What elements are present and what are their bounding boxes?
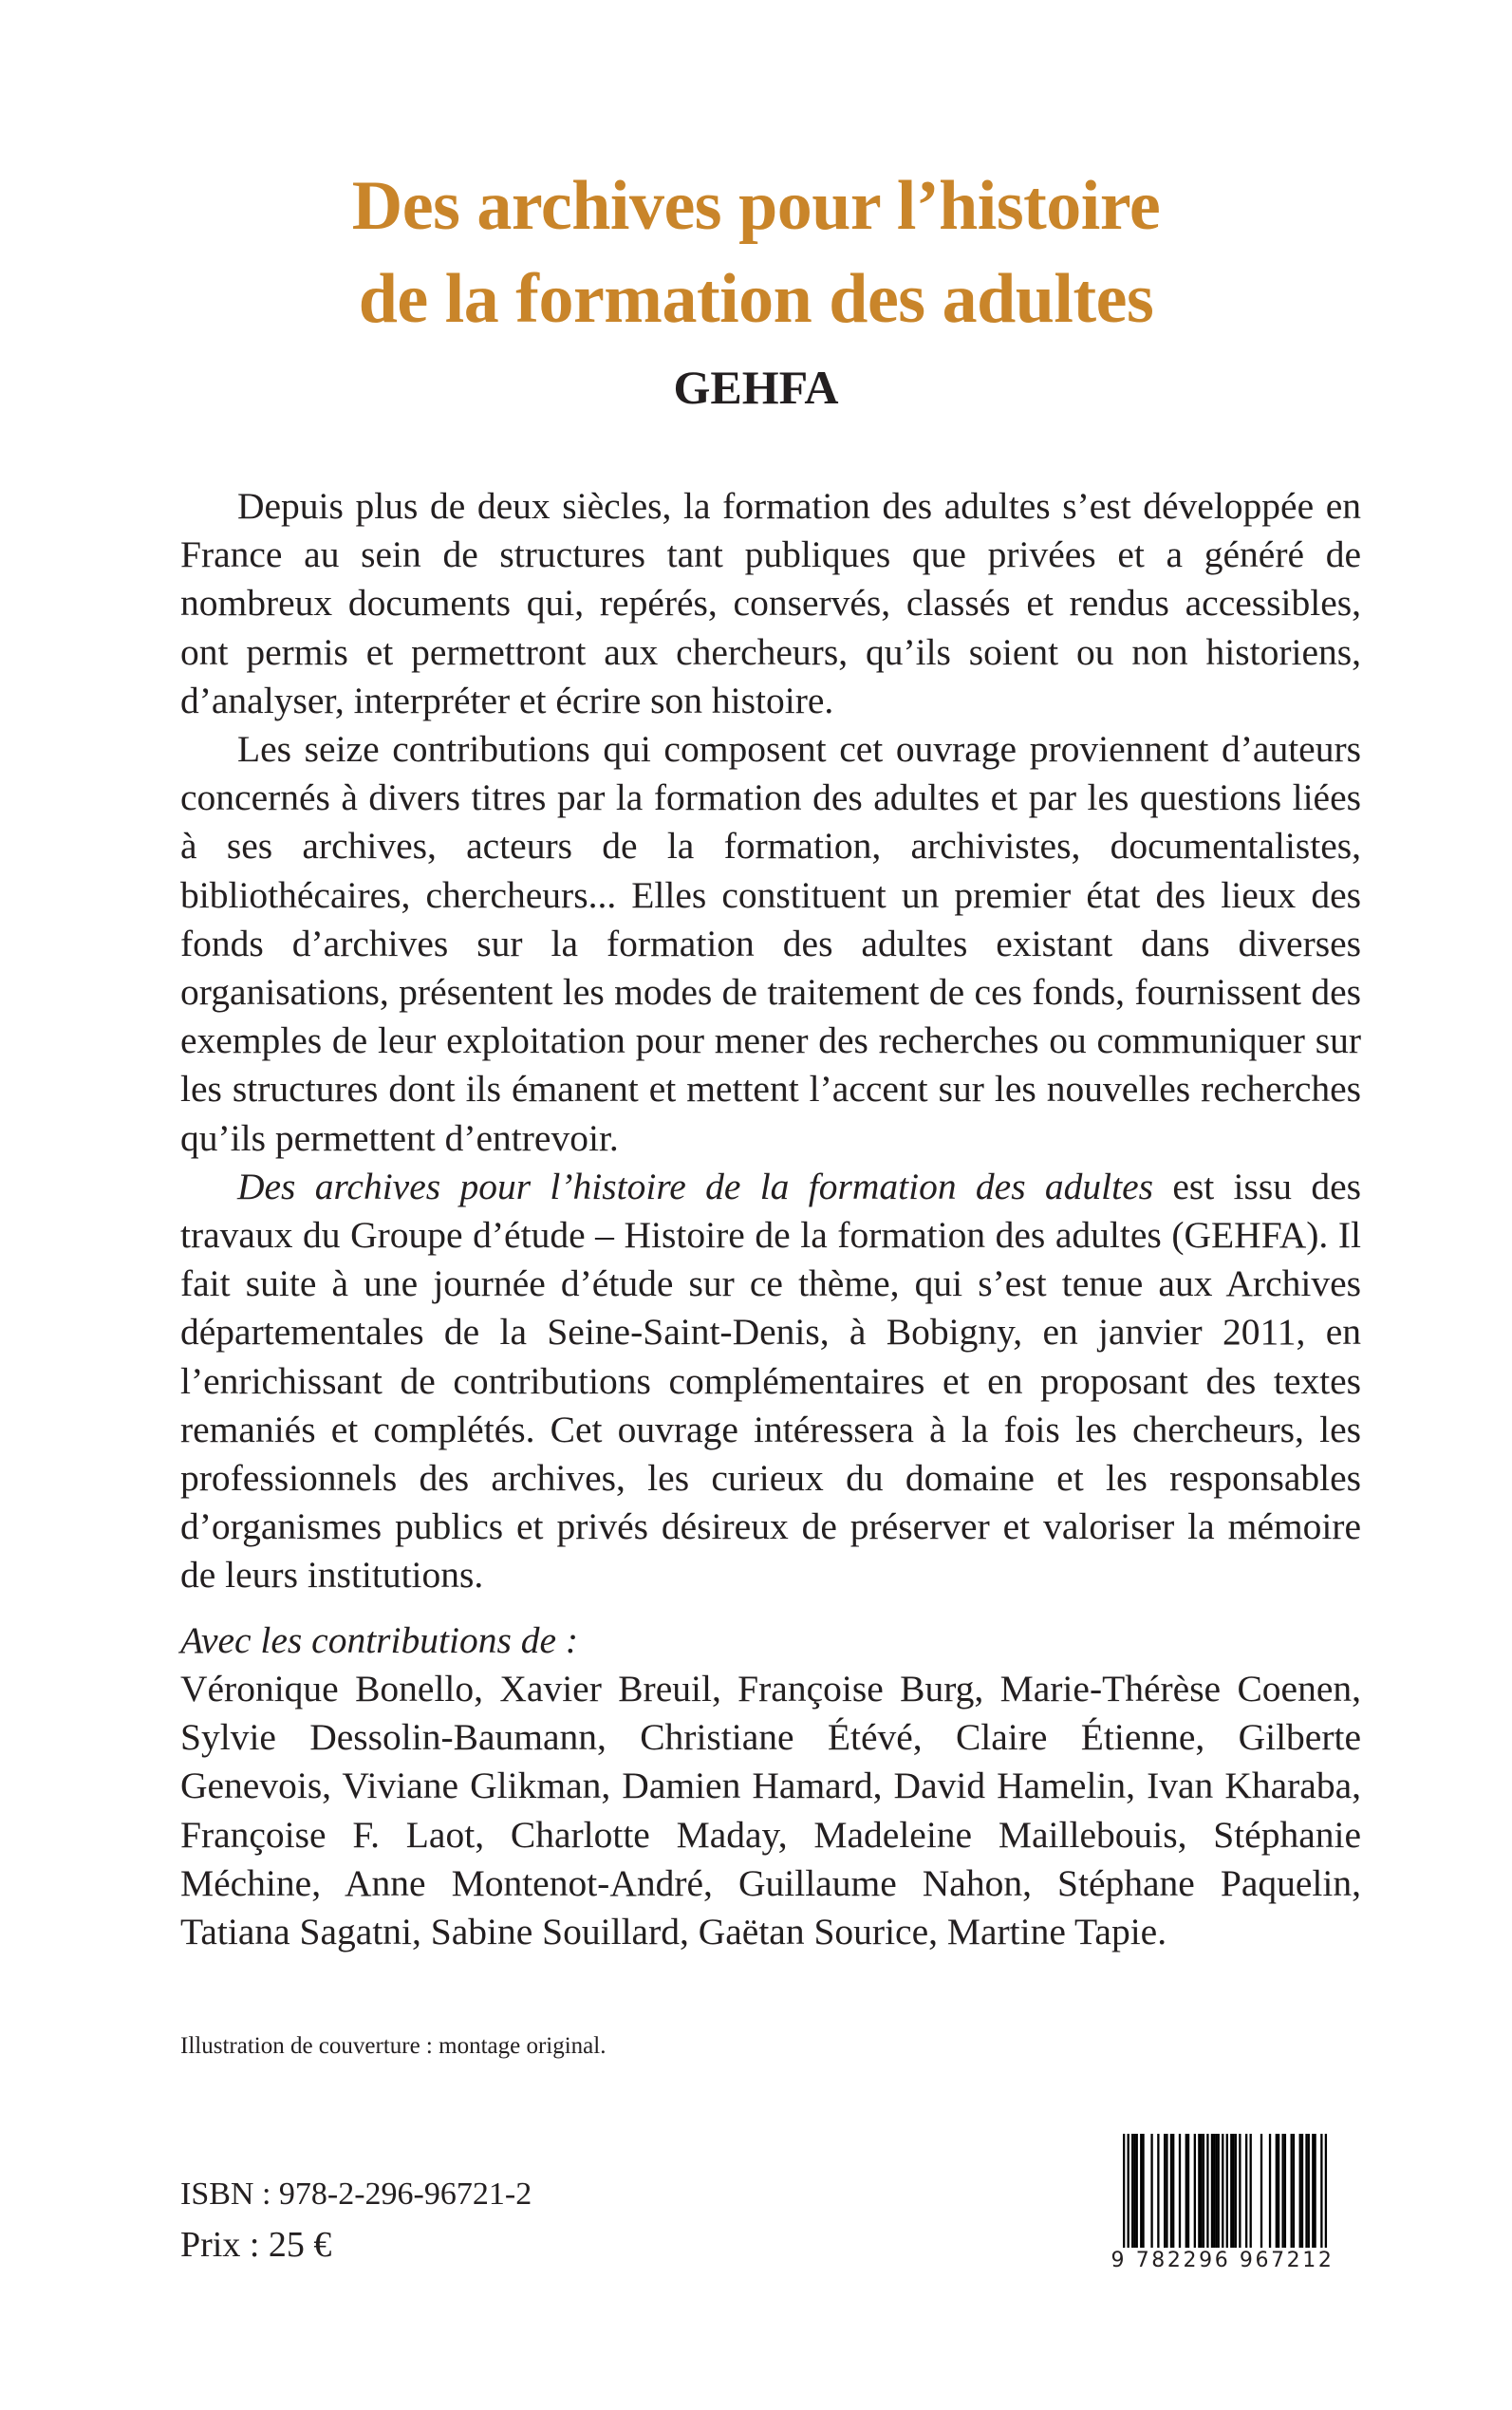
barcode-bar	[1250, 2134, 1252, 2250]
barcode-bar	[1170, 2134, 1172, 2250]
barcode-bar	[1291, 2134, 1293, 2250]
barcode-bar	[1194, 2134, 1196, 2250]
barcode-bar	[1136, 2134, 1138, 2250]
barcode-bar	[1230, 2134, 1232, 2250]
barcode-bar	[1314, 2134, 1316, 2250]
barcode-bar	[1206, 2134, 1208, 2250]
barcode-bar	[1157, 2134, 1159, 2250]
barcode-bar	[1140, 2134, 1142, 2250]
blurb-paragraph-3-text: est issu des travaux du Groupe d’étude – Histoire de la formation des adultes (GEHFA). Il fait suite à une journée d’étude sur ce thème, qui s’est tenue aux Archives départementales de la Seine-Saint-Denis, à Bobigny, en janvier 2011, en l’enrichissant de contributions complémentaires et en proposant des textes remaniés et complétés. Cet ouvrage intéressera à la fois les chercheurs, les professionnels des archives, les curieux du domaine et les responsables d’organismes publics et privés désireux de préserver et valoriser la mémoire de leurs institutions.	[180, 1165, 1362, 1597]
barcode-bar	[1278, 2134, 1279, 2250]
barcode-bar	[1269, 2134, 1271, 2250]
illustration-credit: Illustration de couverture : montage original.	[180, 2033, 607, 2059]
barcode-bar	[1308, 2134, 1310, 2250]
barcode-bar	[1218, 2134, 1220, 2250]
barcode-bar	[1213, 2134, 1215, 2250]
barcode-bar	[1284, 2134, 1286, 2250]
price-label: Prix : 25 €	[180, 2225, 332, 2265]
barcode-bar	[1185, 2134, 1187, 2250]
barcode-bar	[1166, 2134, 1167, 2250]
barcode-bar	[1235, 2134, 1237, 2250]
barcode-bar	[1164, 2134, 1166, 2250]
barcode-bar	[1128, 2134, 1129, 2267]
barcode-bar	[1232, 2134, 1234, 2250]
barcode-bar	[1276, 2134, 1278, 2250]
barcode-bar	[1133, 2134, 1135, 2250]
barcode-bar	[1123, 2134, 1125, 2267]
author-name: GEHFA	[673, 361, 839, 414]
barcode-bar	[1312, 2134, 1314, 2250]
book-title-line-1: Des archives pour l’histoire	[351, 167, 1161, 245]
barcode-bar	[1203, 2134, 1204, 2250]
contributors-heading: Avec les contributions de :	[180, 1619, 579, 1661]
blurb-book-title-italic: Des archives pour l’histoire de la formation des adultes	[237, 1165, 1154, 1207]
barcode-bar	[1131, 2134, 1133, 2250]
barcode-bar	[1215, 2134, 1217, 2250]
barcode-bar	[1211, 2134, 1213, 2250]
blurb-paragraph-2: Les seize contributions qui composent cet ouvrage proviennent d’auteurs concernés à divers titres par la formation des adultes et par les questions liées à ses archives, acteurs de la formation, archivistes, documentalistes, bibliothécaires, chercheurs... Elles constituent un premier état des lieux des fonds d’archives sur la formation des adultes existant dans diverses organisations, présentent les modes de traitement de ces fonds, fournissent des exemples de leur exploitation pour mener des recherches ou communiquer sur les structures dont ils émanent et mettent l’accent sur les nouvelles recherches qu’ils permettent d’entrevoir.	[180, 728, 1361, 1159]
barcode-bar	[1142, 2134, 1144, 2250]
barcode-bar	[1320, 2134, 1322, 2267]
blurb	[180, 482, 1361, 1600]
barcode-bar	[1198, 2134, 1200, 2250]
barcode-bar	[1245, 2134, 1247, 2250]
barcode-bar	[1325, 2134, 1327, 2267]
barcode-bar	[1187, 2134, 1189, 2250]
barcode-bar	[1293, 2134, 1295, 2250]
barcode-bar	[1301, 2134, 1303, 2250]
contributors-list: Véronique Bonello, Xavier Breuil, Françoise Burg, Marie-Thérèse Coenen, Sylvie Dessolin-Baumann, Christiane Étévé, Claire Étienne, Gilberte Genevois, Viviane Glikman, Damien Hamard, David Hamelin, Ivan Kharaba, Françoise F. Laot, Charlotte Maday, Madeleine Maillebouis, Stéphanie Méchine, Anne Montenot-André, Guillaume Nahon, Stéphane Paquelin, Tatiana Sagatni, Sabine Souillard, Gaëtan Sourice, Martine Tapie.	[180, 1668, 1361, 1953]
barcode-bar	[1260, 2134, 1262, 2250]
blurb-paragraph-1: Depuis plus de deux siècles, la formation des adultes s’est développée en France au sein de structures tant publiques que privées et a généré de nombreux documents qui, repérés, conservés, classés et rendus accessibles, ont permis et permettront aux chercheurs, qu’ils soient ou non historiens, d’analyser, interpréter et écrire son histoire.	[180, 485, 1361, 721]
barcode-bar	[1172, 2134, 1174, 2250]
barcode-digits: 9 782296 967212	[1104, 2248, 1341, 2274]
book-title	[0, 159, 1512, 346]
barcode-bar	[1222, 2134, 1223, 2267]
barcode-bar	[1150, 2134, 1152, 2250]
barcode-bar	[1239, 2134, 1241, 2250]
blurb-paragraph-3	[180, 1163, 1361, 1600]
barcode-bar	[1305, 2134, 1307, 2250]
barcode-bar	[1179, 2134, 1181, 2250]
barcode-bar	[1226, 2134, 1228, 2267]
barcode-bar	[1299, 2134, 1301, 2250]
book-title-line-2: de la formation des adultes	[358, 260, 1154, 338]
barcode-bar	[1281, 2134, 1283, 2250]
barcode-bar	[1200, 2134, 1202, 2250]
isbn-number: ISBN : 978-2-296-96721-2	[180, 2176, 532, 2212]
